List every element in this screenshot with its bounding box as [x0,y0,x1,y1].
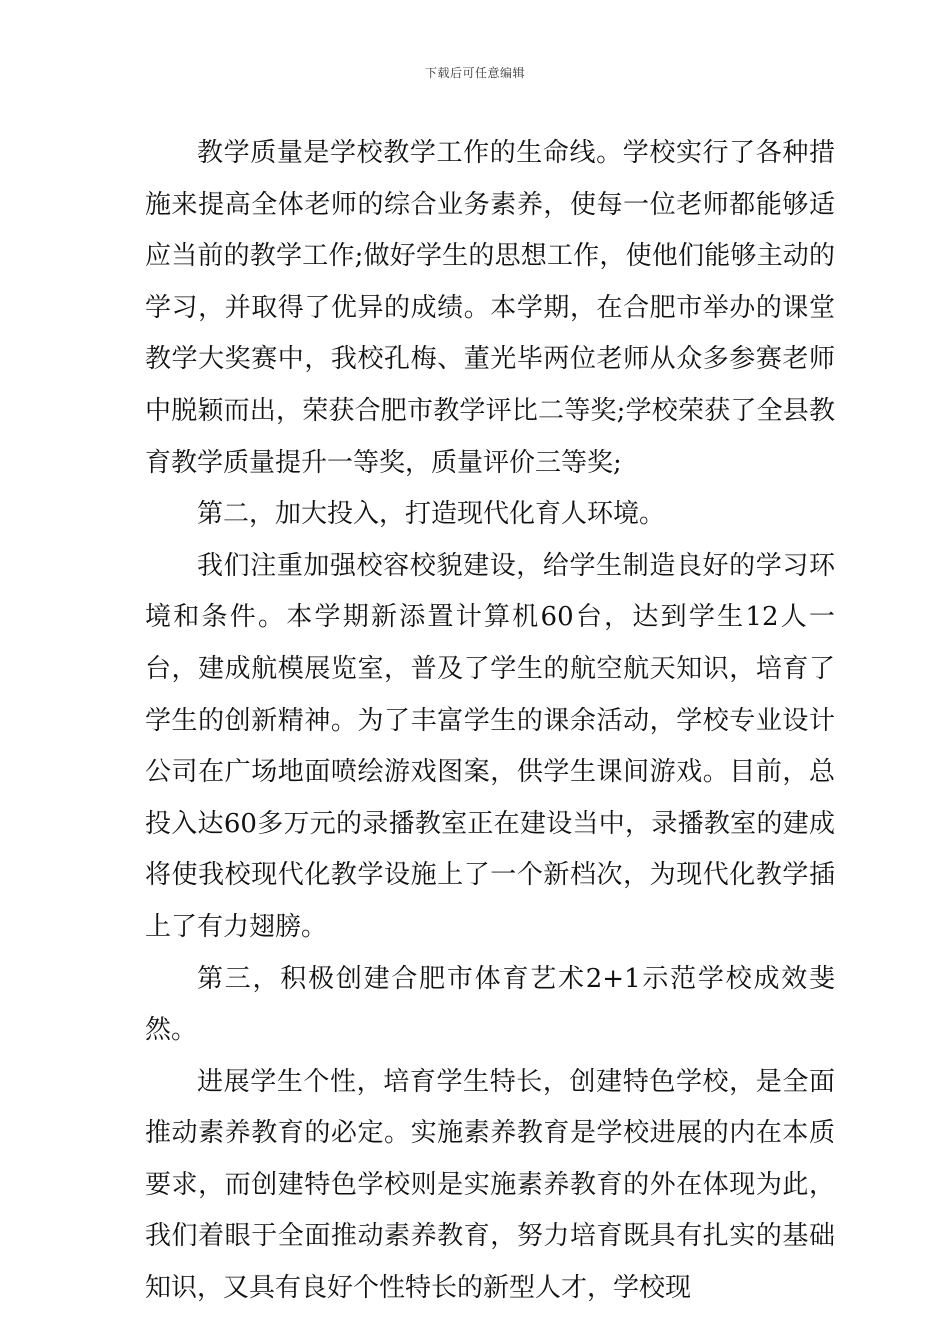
page-header: 下载后可任意编辑 [424,66,525,80]
document-body [145,128,835,1315]
paragraph-second-heading: 第二，加大投入，打造现代化育人环境。 [197,499,666,530]
paragraph-student-development: 进展学生个性，培育学生特长，创建特色学校，是全面推动素养教育的必定。实施素养教育是学校进展的内在本质要求，而创建特色学校则是实施素养教育的外在体现为此，我们着眼于全面推动素养教育，努力培育既具有扎实的基础知识，又具有良好个性特长的新型人才，学校现 [145,1066,835,1304]
paragraph-third-heading: 第三，积极创建合肥市体育艺术2+1示范学校成效斐然。 [145,963,835,1046]
paragraph-teaching-quality: 教学质量是学校教学工作的生命线。学校实行了各种措施来提高全体老师的综合业务素养，使每一位老师都能够适应当前的教学工作;做好学生的思想工作，使他们能够主动的学习，并取得了优异的成绩。本学期，在合肥市举办的课堂教学大奖赛中，我校孔梅、董光毕两位老师从众多参赛老师中脱颖而出，荣获合肥市教学评比二等奖;学校荣获了全县教育教学质量提升一等奖，质量评价三等奖; [145,138,835,478]
paragraph-campus-investment: 我们注重加强校容校貌建设，给学生制造良好的学习环境和条件。本学期新添置计算机60台，达到学生12人一台，建成航模展览室，普及了学生的航空航天知识，培育了学生的创新精神。为了丰富学生的课余活动，学校专业设计公司在广场地面喷绘游戏图案，供学生课间游戏。目前，总投入达60多万元的录播教室正在建设当中，录播教室的建成将使我校现代化教学设施上了一个新档次，为现代化教学插上了有力翅膀。 [145,550,835,942]
